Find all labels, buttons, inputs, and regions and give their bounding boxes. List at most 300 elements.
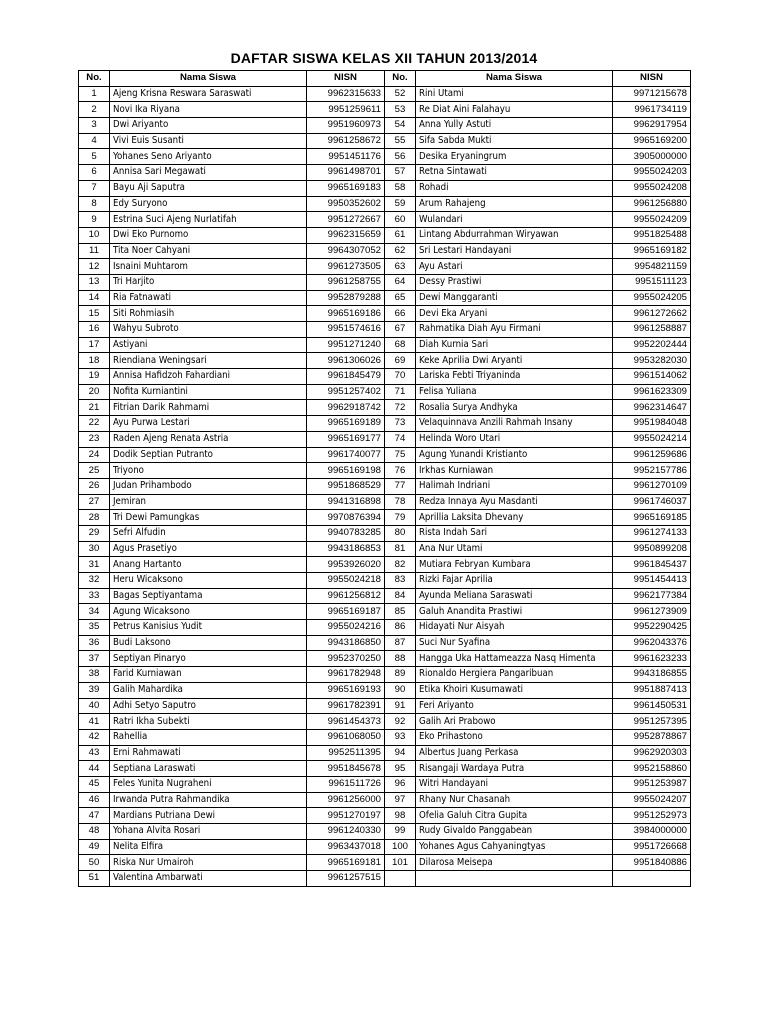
student-number: 61 bbox=[385, 227, 416, 243]
student-nisn: 9965169186 bbox=[307, 306, 385, 322]
table-row bbox=[79, 102, 691, 118]
student-nisn: 9961782391 bbox=[307, 698, 385, 714]
student-number: 62 bbox=[385, 243, 416, 259]
page-title: DAFTAR SISWA KELAS XII TAHUN 2013/2014 bbox=[230, 50, 538, 66]
student-nisn: 9955024208 bbox=[613, 180, 691, 196]
student-number: 94 bbox=[385, 745, 416, 761]
student-number: 18 bbox=[79, 353, 110, 369]
student-number: 1 bbox=[79, 86, 110, 102]
student-nisn: 9951825488 bbox=[613, 227, 691, 243]
student-name: Jemiran bbox=[110, 494, 307, 510]
student-number: 37 bbox=[79, 651, 110, 667]
student-number: 47 bbox=[79, 808, 110, 824]
student-name: Retna Sintawati bbox=[416, 165, 613, 181]
student-number: 13 bbox=[79, 274, 110, 290]
student-name: Redza Innaya Ayu Masdanti bbox=[416, 494, 613, 510]
student-nisn: 9961240330 bbox=[307, 824, 385, 840]
student-number: 30 bbox=[79, 541, 110, 557]
student-nisn: 9943186850 bbox=[307, 635, 385, 651]
table-header-row bbox=[79, 71, 691, 87]
student-name: Arum Rahajeng bbox=[416, 196, 613, 212]
table-row bbox=[79, 573, 691, 589]
table-row bbox=[79, 729, 691, 745]
student-name: Helinda Woro Utari bbox=[416, 431, 613, 447]
student-nisn: 9961845437 bbox=[613, 557, 691, 573]
table-row bbox=[79, 525, 691, 541]
student-number: 32 bbox=[79, 573, 110, 589]
student-name: Edy Suryono bbox=[110, 196, 307, 212]
student-name: Lariska Febti Triyaninda bbox=[416, 369, 613, 385]
student-name: Agung Yunandi Kristianto bbox=[416, 447, 613, 463]
table-row bbox=[79, 259, 691, 275]
student-number: 20 bbox=[79, 384, 110, 400]
student-number: 38 bbox=[79, 667, 110, 683]
student-name: Estrina Suci Ajeng Nurlatifah bbox=[110, 212, 307, 228]
table-row bbox=[79, 871, 691, 887]
student-number: 11 bbox=[79, 243, 110, 259]
student-name: Novi Ika Riyana bbox=[110, 102, 307, 118]
student-number: 79 bbox=[385, 510, 416, 526]
student-nisn: 9952511395 bbox=[307, 745, 385, 761]
student-number: 101 bbox=[385, 855, 416, 871]
student-nisn: 9951451176 bbox=[307, 149, 385, 165]
student-nisn: 9955024203 bbox=[613, 165, 691, 181]
student-number: 70 bbox=[385, 369, 416, 385]
student-nisn: 9951253987 bbox=[613, 776, 691, 792]
student-name: Rhany Nur Chasanah bbox=[416, 792, 613, 808]
student-number: 85 bbox=[385, 604, 416, 620]
table-row bbox=[79, 274, 691, 290]
student-nisn: 9952878867 bbox=[613, 729, 691, 745]
student-number: 56 bbox=[385, 149, 416, 165]
table-row bbox=[79, 337, 691, 353]
student-nisn: 9961068050 bbox=[307, 729, 385, 745]
student-number: 7 bbox=[79, 180, 110, 196]
table-row bbox=[79, 243, 691, 259]
student-number: 8 bbox=[79, 196, 110, 212]
student-name: Ana Nur Utami bbox=[416, 541, 613, 557]
table-row bbox=[79, 353, 691, 369]
student-number: 41 bbox=[79, 714, 110, 730]
student-name: Albertus Juang Perkasa bbox=[416, 745, 613, 761]
table-row bbox=[79, 306, 691, 322]
student-nisn: 9941316898 bbox=[307, 494, 385, 510]
student-name: Dodik Septian Putranto bbox=[110, 447, 307, 463]
student-name: Desika Eryaningrum bbox=[416, 149, 613, 165]
header-name: Nama Siswa bbox=[416, 71, 613, 87]
student-nisn: 9961454373 bbox=[307, 714, 385, 730]
table-row bbox=[79, 839, 691, 855]
table-row bbox=[79, 196, 691, 212]
student-nisn: 9961256000 bbox=[307, 792, 385, 808]
student-name: Septiana Laraswati bbox=[110, 761, 307, 777]
student-nisn: 9951454413 bbox=[613, 573, 691, 589]
student-nisn: 9951257395 bbox=[613, 714, 691, 730]
student-number: 23 bbox=[79, 431, 110, 447]
table-row bbox=[79, 478, 691, 494]
student-name: Isnaini Muhtarom bbox=[110, 259, 307, 275]
student-nisn: 9961514062 bbox=[613, 369, 691, 385]
student-number: 34 bbox=[79, 604, 110, 620]
student-nisn: 9965169183 bbox=[307, 180, 385, 196]
student-number: 60 bbox=[385, 212, 416, 228]
student-number: 10 bbox=[79, 227, 110, 243]
student-name: Anang Hartanto bbox=[110, 557, 307, 573]
header-no: No. bbox=[385, 71, 416, 87]
student-nisn: 9961258672 bbox=[307, 133, 385, 149]
student-nisn: 9952370250 bbox=[307, 651, 385, 667]
student-name: Anna Yully Astuti bbox=[416, 118, 613, 134]
student-name: Rahellia bbox=[110, 729, 307, 745]
student-number: 54 bbox=[385, 118, 416, 134]
student-name: Feles Yunita Nugraheni bbox=[110, 776, 307, 792]
student-nisn: 9965169185 bbox=[613, 510, 691, 526]
student-number: 44 bbox=[79, 761, 110, 777]
student-name: Ratri Ikha Subekti bbox=[110, 714, 307, 730]
student-nisn: 9955024207 bbox=[613, 792, 691, 808]
table-row bbox=[79, 667, 691, 683]
table-row bbox=[79, 808, 691, 824]
student-number: 45 bbox=[79, 776, 110, 792]
student-number: 86 bbox=[385, 620, 416, 636]
student-nisn: 9965169200 bbox=[613, 133, 691, 149]
student-nisn: 9952202444 bbox=[613, 337, 691, 353]
student-number: 59 bbox=[385, 196, 416, 212]
student-number: 27 bbox=[79, 494, 110, 510]
student-name: Yohana Alvita Rosari bbox=[110, 824, 307, 840]
student-name: Suci Nur Syafina bbox=[416, 635, 613, 651]
student-name: Rini Utami bbox=[416, 86, 613, 102]
student-nisn: 9952158860 bbox=[613, 761, 691, 777]
student-nisn: 9970876394 bbox=[307, 510, 385, 526]
student-nisn: 9961256812 bbox=[307, 588, 385, 604]
student-name: Irkhas Kurniawan bbox=[416, 463, 613, 479]
student-nisn: 9965169198 bbox=[307, 463, 385, 479]
student-nisn bbox=[613, 871, 691, 887]
student-number: 49 bbox=[79, 839, 110, 855]
table-row bbox=[79, 792, 691, 808]
student-number: 100 bbox=[385, 839, 416, 855]
student-nisn: 9943186855 bbox=[613, 667, 691, 683]
student-number: 52 bbox=[385, 86, 416, 102]
student-name: Re Diat Aini Falahayu bbox=[416, 102, 613, 118]
student-number: 42 bbox=[79, 729, 110, 745]
student-name: Tri Harjito bbox=[110, 274, 307, 290]
student-number: 12 bbox=[79, 259, 110, 275]
student-number bbox=[385, 871, 416, 887]
student-number: 68 bbox=[385, 337, 416, 353]
student-number: 15 bbox=[79, 306, 110, 322]
student-nisn: 9951960973 bbox=[307, 118, 385, 134]
table-row bbox=[79, 620, 691, 636]
student-nisn: 9965169193 bbox=[307, 682, 385, 698]
table-row bbox=[79, 290, 691, 306]
student-nisn: 9961273909 bbox=[613, 604, 691, 620]
student-number: 65 bbox=[385, 290, 416, 306]
student-number: 84 bbox=[385, 588, 416, 604]
student-name: Farid Kurniawan bbox=[110, 667, 307, 683]
student-nisn: 9961259686 bbox=[613, 447, 691, 463]
student-nisn: 9953282030 bbox=[613, 353, 691, 369]
student-name: Devi Eka Aryani bbox=[416, 306, 613, 322]
student-name: Rionaldo Hergiera Pangaribuan bbox=[416, 667, 613, 683]
student-nisn: 9951840886 bbox=[613, 855, 691, 871]
student-name: Ayunda Meliana Saraswati bbox=[416, 588, 613, 604]
student-name: Fitrian Darik Rahmami bbox=[110, 400, 307, 416]
student-name bbox=[416, 871, 613, 887]
student-nisn: 9961498701 bbox=[307, 165, 385, 181]
table-row bbox=[79, 212, 691, 228]
student-nisn: 9963437018 bbox=[307, 839, 385, 855]
student-nisn: 9940783285 bbox=[307, 525, 385, 541]
student-nisn: 9965169187 bbox=[307, 604, 385, 620]
student-name: Erni Rahmawati bbox=[110, 745, 307, 761]
student-number: 73 bbox=[385, 416, 416, 432]
student-name: Tri Dewi Pamungkas bbox=[110, 510, 307, 526]
student-number: 16 bbox=[79, 322, 110, 338]
table-row bbox=[79, 180, 691, 196]
student-number: 66 bbox=[385, 306, 416, 322]
header-nisn: NISN bbox=[307, 71, 385, 87]
header-name: Nama Siswa bbox=[110, 71, 307, 87]
student-nisn: 9955024209 bbox=[613, 212, 691, 228]
student-name: Ajeng Krisna Reswara Saraswati bbox=[110, 86, 307, 102]
student-nisn: 9955024214 bbox=[613, 431, 691, 447]
student-name: Yohanes Seno Ariyanto bbox=[110, 149, 307, 165]
table-row bbox=[79, 714, 691, 730]
student-nisn: 9962917954 bbox=[613, 118, 691, 134]
student-nisn: 9961256880 bbox=[613, 196, 691, 212]
table-row bbox=[79, 682, 691, 698]
student-nisn: 9951272667 bbox=[307, 212, 385, 228]
table-row bbox=[79, 165, 691, 181]
student-nisn: 9943186853 bbox=[307, 541, 385, 557]
student-nisn: 9962315659 bbox=[307, 227, 385, 243]
student-number: 57 bbox=[385, 165, 416, 181]
student-nisn: 9961257515 bbox=[307, 871, 385, 887]
student-number: 80 bbox=[385, 525, 416, 541]
student-number: 51 bbox=[79, 871, 110, 887]
student-name: Velaquinnava Anzili Rahmah Insany bbox=[416, 416, 613, 432]
header-no: No. bbox=[79, 71, 110, 87]
student-name: Bagas Septiyantama bbox=[110, 588, 307, 604]
student-name: Sri Lestari Handayani bbox=[416, 243, 613, 259]
student-name: Vivi Euis Susanti bbox=[110, 133, 307, 149]
student-name: Judan Prihambodo bbox=[110, 478, 307, 494]
table-row bbox=[79, 133, 691, 149]
student-nisn: 9951868529 bbox=[307, 478, 385, 494]
table-row bbox=[79, 776, 691, 792]
student-nisn: 9961782948 bbox=[307, 667, 385, 683]
table-row bbox=[79, 824, 691, 840]
student-nisn: 9951887413 bbox=[613, 682, 691, 698]
student-nisn: 9965169189 bbox=[307, 416, 385, 432]
table-row bbox=[79, 557, 691, 573]
student-number: 92 bbox=[385, 714, 416, 730]
student-number: 43 bbox=[79, 745, 110, 761]
student-name: Rudy Givaldo Panggabean bbox=[416, 824, 613, 840]
student-name: Wulandari bbox=[416, 212, 613, 228]
table-row bbox=[79, 447, 691, 463]
student-nisn: 9962314647 bbox=[613, 400, 691, 416]
student-name: Mardians Putriana Dewi bbox=[110, 808, 307, 824]
student-number: 19 bbox=[79, 369, 110, 385]
student-name: Hangga Uka Hattameazza Nasq Himenta bbox=[416, 651, 613, 667]
student-nisn: 9965169177 bbox=[307, 431, 385, 447]
student-nisn: 9952157786 bbox=[613, 463, 691, 479]
student-number: 58 bbox=[385, 180, 416, 196]
table-row bbox=[79, 635, 691, 651]
table-row bbox=[79, 745, 691, 761]
student-nisn: 9955024216 bbox=[307, 620, 385, 636]
student-nisn: 9953926020 bbox=[307, 557, 385, 573]
student-number: 76 bbox=[385, 463, 416, 479]
student-nisn: 9962918742 bbox=[307, 400, 385, 416]
student-name: Dwi Eko Purnomo bbox=[110, 227, 307, 243]
student-number: 33 bbox=[79, 588, 110, 604]
student-number: 14 bbox=[79, 290, 110, 306]
student-number: 53 bbox=[385, 102, 416, 118]
student-name: Annisa Sari Megawati bbox=[110, 165, 307, 181]
student-nisn: 9955024218 bbox=[307, 573, 385, 589]
student-name: Rahmatika Diah Ayu Firmani bbox=[416, 322, 613, 338]
student-number: 71 bbox=[385, 384, 416, 400]
student-name: Irwanda Putra Rahmandika bbox=[110, 792, 307, 808]
student-number: 75 bbox=[385, 447, 416, 463]
student-nisn: 9954821159 bbox=[613, 259, 691, 275]
student-name: Riska Nur Umairoh bbox=[110, 855, 307, 871]
student-nisn: 9951984048 bbox=[613, 416, 691, 432]
table-row bbox=[79, 86, 691, 102]
student-nisn: 9951257402 bbox=[307, 384, 385, 400]
table-row bbox=[79, 149, 691, 165]
student-number: 74 bbox=[385, 431, 416, 447]
student-nisn: 9952290425 bbox=[613, 620, 691, 636]
student-number: 55 bbox=[385, 133, 416, 149]
student-name: Risangaji Wardaya Putra bbox=[416, 761, 613, 777]
table-row bbox=[79, 698, 691, 714]
student-nisn: 9951270197 bbox=[307, 808, 385, 824]
student-nisn: 9951726668 bbox=[613, 839, 691, 855]
student-nisn: 9961273505 bbox=[307, 259, 385, 275]
table-row bbox=[79, 604, 691, 620]
student-nisn: 3905000000 bbox=[613, 149, 691, 165]
student-nisn: 9961623309 bbox=[613, 384, 691, 400]
student-name: Petrus Kanisius Yudit bbox=[110, 620, 307, 636]
student-nisn: 9965169182 bbox=[613, 243, 691, 259]
student-name: Hidayati Nur Aisyah bbox=[416, 620, 613, 636]
student-name: Nofita Kurniantini bbox=[110, 384, 307, 400]
student-nisn: 9961623233 bbox=[613, 651, 691, 667]
student-name: Felisa Yuliana bbox=[416, 384, 613, 400]
student-name: Aprillia Laksita Dhevany bbox=[416, 510, 613, 526]
student-number: 6 bbox=[79, 165, 110, 181]
student-name: Dilarosa Meisepa bbox=[416, 855, 613, 871]
table-row bbox=[79, 651, 691, 667]
student-number: 26 bbox=[79, 478, 110, 494]
student-name: Sefri Alfudin bbox=[110, 525, 307, 541]
student-number: 90 bbox=[385, 682, 416, 698]
student-name: Siti Rohmiasih bbox=[110, 306, 307, 322]
student-nisn: 9961258755 bbox=[307, 274, 385, 290]
student-number: 95 bbox=[385, 761, 416, 777]
table-row bbox=[79, 761, 691, 777]
student-nisn: 9971215678 bbox=[613, 86, 691, 102]
student-name: Septiyan Pinaryo bbox=[110, 651, 307, 667]
student-table bbox=[78, 70, 691, 887]
student-nisn: 9961274133 bbox=[613, 525, 691, 541]
student-nisn: 9964307052 bbox=[307, 243, 385, 259]
student-name: Diah Kurnia Sari bbox=[416, 337, 613, 353]
student-nisn: 9961734119 bbox=[613, 102, 691, 118]
student-number: 89 bbox=[385, 667, 416, 683]
student-name: Ofelia Galuh Citra Gupita bbox=[416, 808, 613, 824]
student-name: Dessy Prastiwi bbox=[416, 274, 613, 290]
student-nisn: 9961258887 bbox=[613, 322, 691, 338]
student-number: 64 bbox=[385, 274, 416, 290]
student-number: 93 bbox=[385, 729, 416, 745]
student-name: Astiyani bbox=[110, 337, 307, 353]
student-nisn: 9962043376 bbox=[613, 635, 691, 651]
student-number: 39 bbox=[79, 682, 110, 698]
student-nisn: 9950352602 bbox=[307, 196, 385, 212]
student-name: Tita Noer Cahyani bbox=[110, 243, 307, 259]
student-nisn: 9961270109 bbox=[613, 478, 691, 494]
student-name: Heru Wicaksono bbox=[110, 573, 307, 589]
student-number: 99 bbox=[385, 824, 416, 840]
student-name: Agung Wicaksono bbox=[110, 604, 307, 620]
table-row bbox=[79, 510, 691, 526]
student-number: 31 bbox=[79, 557, 110, 573]
student-number: 83 bbox=[385, 573, 416, 589]
student-number: 97 bbox=[385, 792, 416, 808]
student-name: Adhi Setyo Saputro bbox=[110, 698, 307, 714]
student-number: 3 bbox=[79, 118, 110, 134]
student-name: Galuh Anandita Prastiwi bbox=[416, 604, 613, 620]
student-name: Feri Ariyanto bbox=[416, 698, 613, 714]
student-nisn: 9955024205 bbox=[613, 290, 691, 306]
table-body bbox=[79, 86, 691, 886]
student-name: Budi Laksono bbox=[110, 635, 307, 651]
student-nisn: 9961746037 bbox=[613, 494, 691, 510]
student-name: Ayu Purwa Lestari bbox=[110, 416, 307, 432]
student-name: Triyono bbox=[110, 463, 307, 479]
student-number: 40 bbox=[79, 698, 110, 714]
student-name: Rohadi bbox=[416, 180, 613, 196]
student-number: 29 bbox=[79, 525, 110, 541]
student-number: 96 bbox=[385, 776, 416, 792]
student-number: 4 bbox=[79, 133, 110, 149]
student-number: 81 bbox=[385, 541, 416, 557]
student-name: Sifa Sabda Mukti bbox=[416, 133, 613, 149]
student-number: 69 bbox=[385, 353, 416, 369]
student-number: 2 bbox=[79, 102, 110, 118]
table-row bbox=[79, 494, 691, 510]
table-row bbox=[79, 416, 691, 432]
student-nisn: 9965169181 bbox=[307, 855, 385, 871]
student-name: Etika Khoiri Kusumawati bbox=[416, 682, 613, 698]
student-name: Rizki Fajar Aprilia bbox=[416, 573, 613, 589]
student-name: Agus Prasetiyo bbox=[110, 541, 307, 557]
student-name: Lintang Abdurrahman Wiryawan bbox=[416, 227, 613, 243]
table-row bbox=[79, 541, 691, 557]
student-number: 77 bbox=[385, 478, 416, 494]
student-number: 82 bbox=[385, 557, 416, 573]
student-number: 50 bbox=[79, 855, 110, 871]
student-nisn: 9961511726 bbox=[307, 776, 385, 792]
table-row bbox=[79, 322, 691, 338]
student-nisn: 9951259611 bbox=[307, 102, 385, 118]
